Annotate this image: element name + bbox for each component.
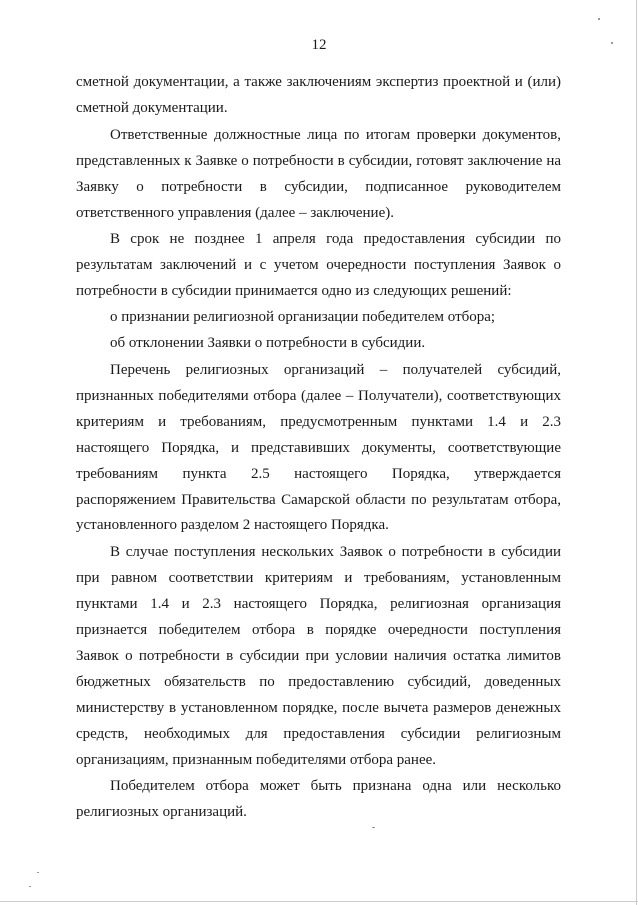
scan-edge-line [636, 0, 637, 905]
paragraph-1: сметной документации, а также заключениям экспертиз проектной и (или) сметной документации. [76, 74, 561, 116]
paragraph-8: Победителем отбора может быть признана одна или несколько религиозных организаций. [76, 778, 561, 821]
paragraph-3: В срок не позднее 1 апреля года предоставления субсидии по результатам заключений и с учетом очередности поступления Заявок о потребности в субсидии принимается одно из следующих решений: [76, 231, 561, 300]
paragraph-6: Перечень религиозных организаций – получателей субсидий, признанных победителями отбора (далее – Получатели), соответствующих критериям и требованиям, предусмотренным пунктами 1.4 и 2.3 настоящего Порядка, и представивших документы, соответствующие требованиям пункта 2.5 настоящего Порядка, утверждается распоряжением Правительства Самарской области по результатам отбора, установленного разделом 2 настоящего Порядка. [76, 361, 561, 534]
paragraph-5: об отклонении Заявки о потребности в субсидии. [110, 335, 426, 352]
scan-speck [598, 18, 600, 20]
paragraph-4: о признании религиозной организации победителем отбора; [110, 309, 496, 326]
document-body [76, 70, 561, 826]
page-number: 12 [311, 37, 327, 53]
scan-speck [611, 42, 613, 44]
paragraph-2: Ответственные должностные лица по итогам проверки документов, представленных к Заявке о потребности в субсидии, готовят заключение на Заявку о потребности в субсидии, подписанное руководителем ответственного управления (далее – заключение). [76, 126, 561, 221]
paragraph-7: В случае поступления нескольких Заявок о потребности в субсидии при равном соответствии критериям и требованиям, установленным пунктами 1.4 и 2.3 настоящего Порядка, религиозная организация признается победителем отбора в порядке очередности поступления Заявок о потребности в субсидии при условии наличия остатка лимитов бюджетных обязательств по предоставлению субсидий, доведенных министерству в установленном порядке, после вычета размеров денежных средств, необходимых для предоставления субсидии религиозным организациям, признанным победителями отбора ранее. [76, 544, 561, 768]
scan-edge-line [0, 901, 638, 902]
scan-speck [37, 872, 39, 873]
scan-speck [372, 827, 375, 828]
scan-speck [29, 886, 31, 887]
